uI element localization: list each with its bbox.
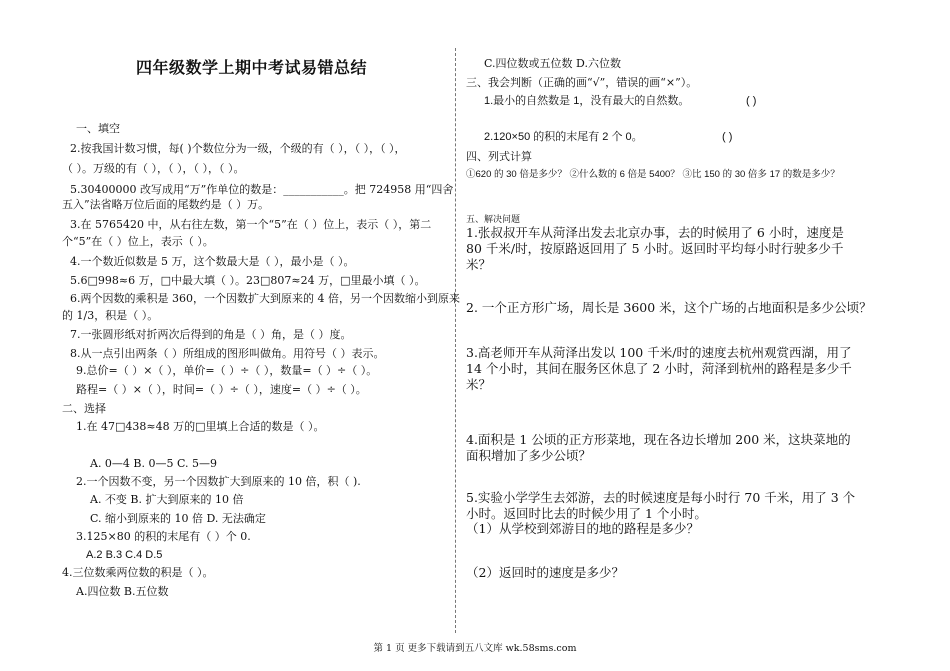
question-line: 1.在 47□438≈48 万的□里填上合适的数是（ ）。 xyxy=(76,420,325,433)
question-line: 4.三位数乘两位数的积是（ ）。 xyxy=(62,566,214,579)
question-line: 5.6□998≈6 万，□中最大填（ ）。23□807≈24 万，□里最小填（ ）。 xyxy=(70,274,426,287)
column-divider xyxy=(455,48,456,633)
options-line: A.四位数 B.五位数 xyxy=(76,585,169,598)
problem-line: 14 个小时，其间在服务区休息了 2 小时，菏泽到杭州的路程是多少千 xyxy=(466,361,852,376)
question-line: 3.在 5765420 中，从右往左数，第一个“5”在（ ）位上，表示（ ），第二 xyxy=(70,218,432,231)
calc-questions: ①620 的 30 倍是多少？ ②什么数的 6 倍是 5400？ ③比 150 的 30 倍多 17 的数是多少？ xyxy=(466,169,840,180)
question-line: 五入”法省略万位后面的尾数约是（ ）万。 xyxy=(62,198,270,211)
options-line: A. 不变 B. 扩大到原来的 10 倍 xyxy=(90,493,244,506)
options-line: C.四位数或五位数 D.六位数 xyxy=(484,57,621,70)
question-line: 9.总价=（ ）×（ ），单价=（ ）÷（ ），数量=（ ）÷（ ）。 xyxy=(76,364,378,377)
section-judge-heading: 三、我会判断（正确的画“√”，错误的画“×”）。 xyxy=(466,76,698,89)
question-line: 7.一张圆形纸对折两次后得到的角是（ ）角，是（ ）度。 xyxy=(70,328,352,341)
page-footer: 第 1 页 更多下载请到五八文库 wk.58sms.com xyxy=(373,643,577,654)
section-fill-blank-heading: 一、填空 xyxy=(76,122,120,135)
problem-line: 2. 一个正方形广场，周长是 3600 米，这个广场的占地面积是多少公顷？ xyxy=(466,300,872,315)
question-line: 路程=（ ）×（ ），时间=（ ）÷（ ），速度=（ ）÷（ ）。 xyxy=(76,383,367,396)
problem-line: 1.张叔叔开车从菏泽出发去北京办事，去的时候用了 6 小时，速度是 xyxy=(466,225,844,240)
problem-line: 米？ xyxy=(466,257,492,272)
problem-line: 3.高老师开车从菏泽出发以 100 千米/时的速度去杭州观赏西湖，用了 xyxy=(466,345,852,360)
options-line: A.2 B.3 C.4 D.5 xyxy=(86,549,163,561)
options-line: C. 缩小到原来的 10 倍 D. 无法确定 xyxy=(90,512,266,525)
question-line: 8.从一点引出两条（ ）所组成的图形叫做角。用符号（ ）表示。 xyxy=(70,347,385,360)
question-line: 6.两个因数的乘积是 360，一个因数扩大到原来的 4 倍，另一个因数缩小到原来 xyxy=(70,292,460,305)
question-line: 2.一个因数不变，另一个因数扩大到原来的 10 倍，积（ ). xyxy=(76,475,361,488)
question-line: 5.30400000 改写成用“万”作单位的数是：___________。把 724958 用“四舍 xyxy=(70,183,454,196)
section-choice-heading: 二、选择 xyxy=(62,402,106,415)
judge-statement: 2.120×50 的积的末尾有 2 个 0。 xyxy=(484,131,643,143)
section-problem-heading: 五、解决问题 xyxy=(466,215,521,225)
problem-line: 米？ xyxy=(466,377,492,392)
question-line: 3.125×80 的积的末尾有（ ）个 0. xyxy=(76,530,251,543)
problem-subquestion: （2）返回时的速度是多少？ xyxy=(466,565,624,580)
answer-blank: ( ) xyxy=(746,95,757,107)
question-line: 2.按我国计数习惯，每( )个数位分为一级，个级的有（ ），（ ），（ ）， xyxy=(70,142,406,155)
problem-line: 4.面积是 1 公顷的正方形菜地，现在各边长增加 200 米，这块菜地的 xyxy=(466,432,851,447)
question-line: （ ）。万级的有（ ），（ ），（ ），（ ）。 xyxy=(62,162,245,175)
question-line: 的 1/3，积是（ ）。 xyxy=(62,309,159,322)
problem-subquestion: （1）从学校到郊游目的地的路程是多少？ xyxy=(466,521,699,536)
section-calc-heading: 四、列式计算 xyxy=(466,150,532,163)
problem-line: 5.实验小学学生去郊游，去的时候速度是每小时行 70 千米，用了 3 个 xyxy=(466,490,856,505)
page-title: 四年级数学上期中考试易错总结 xyxy=(136,58,368,77)
question-line: 个“5”在（ ）位上，表示（ ）。 xyxy=(62,235,214,248)
problem-line: 80 千米/时，按原路返回用了 5 小时。返回时平均每小时行驶多少千 xyxy=(466,241,844,256)
question-line: 4.一个数近似数是 5 万，这个数最大是（ ），最小是（ ）。 xyxy=(70,255,355,268)
answer-blank: ( ) xyxy=(722,131,733,143)
problem-line: 面积增加了多少公顷？ xyxy=(466,448,592,463)
problem-line: 小时。返回时比去的时候少用了 1 个小时。 xyxy=(466,506,707,521)
options-line: A. 0—4 B. 0—5 C. 5—9 xyxy=(90,457,218,470)
judge-statement: 1.最小的自然数是 1，没有最大的自然数。 xyxy=(484,95,690,107)
